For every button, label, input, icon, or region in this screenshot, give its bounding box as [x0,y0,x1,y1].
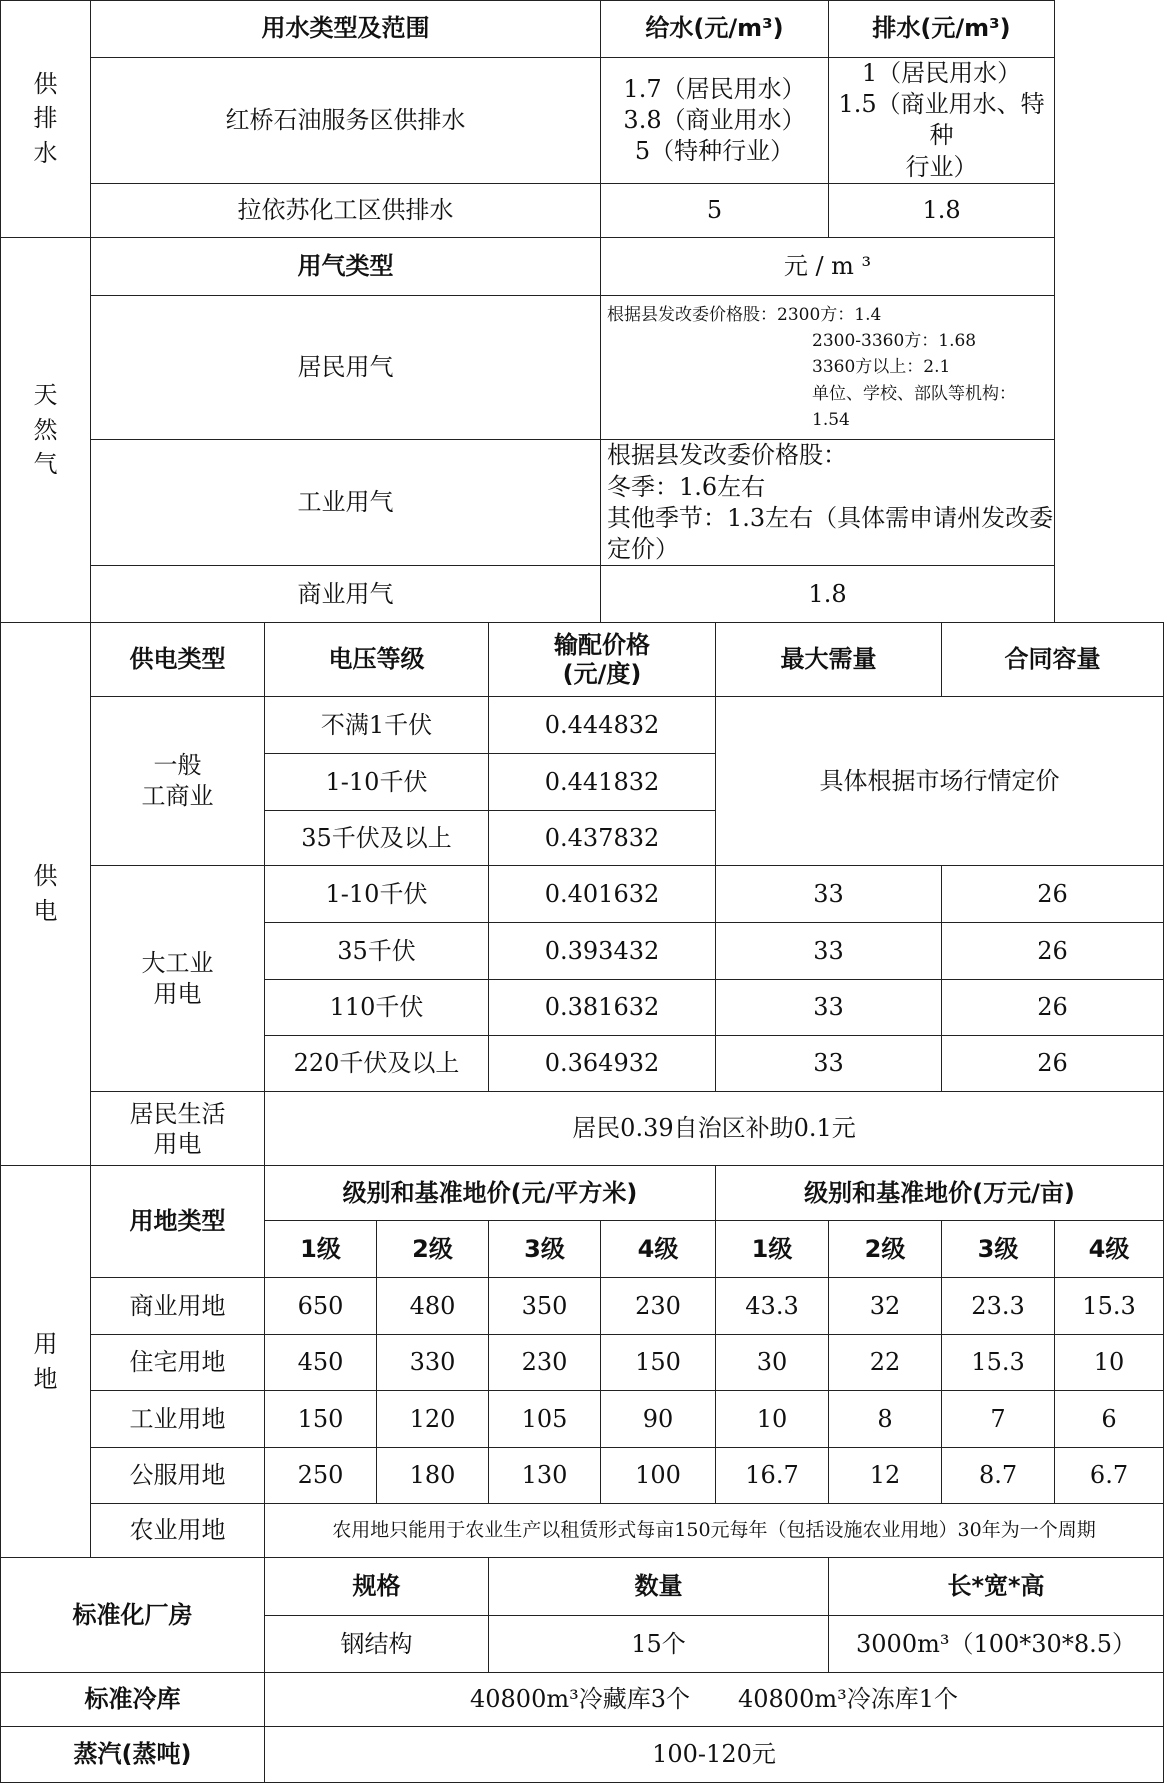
land-cell: 30 [716,1335,829,1391]
land-level: 1级 [265,1221,377,1278]
land-cell: 8.7 [942,1448,1055,1504]
steam-value: 100-120元 [265,1727,1164,1783]
water-type-header: 用水类型及范围 [91,1,601,58]
land-row-name: 工业用地 [91,1391,265,1448]
gas-industrial-line: 根据县发改委价格股： [607,441,847,470]
gas-resident-line: 2300-3360方：1.68 [812,331,977,352]
gas-resident-line: 3360方以上：2.1 [812,357,951,378]
land-cell: 180 [377,1448,489,1504]
water-row-supply: 5 [601,183,829,237]
land-cell: 15.3 [1055,1278,1164,1335]
gas-industrial-name: 工业用气 [91,440,601,566]
power-price: 0.444832 [489,697,716,754]
power-price: 0.437832 [489,811,716,866]
water-section-label: 供 排 水 [1,1,91,238]
land-level: 2级 [829,1221,942,1278]
power-general-merged: 具体根据市场行情定价 [716,697,1164,866]
power-voltage: 110千伏 [265,980,489,1036]
land-cell: 230 [601,1278,716,1335]
land-cell: 6 [1055,1391,1164,1448]
land-row-name: 农业用地 [91,1504,265,1558]
power-price: 0.393432 [489,923,716,980]
gas-industrial-line: 冬季：1.6左右 [607,472,766,501]
land-cell: 650 [265,1278,377,1335]
land-cell: 130 [489,1448,601,1504]
gas-resident-detail [601,295,1055,440]
power-contract: 26 [942,866,1164,923]
gas-commercial-value: 1.8 [601,566,1055,623]
power-resident-value: 居民0.39自治区补助0.1元 [265,1092,1164,1166]
land-cell: 120 [377,1391,489,1448]
land-cell: 10 [1055,1335,1164,1391]
water-drain-header: 排水(元/m³) [829,1,1055,58]
power-voltage: 35千伏 [265,923,489,980]
factory-spec: 钢结构 [265,1616,489,1673]
land-cell: 230 [489,1335,601,1391]
land-cell: 100 [601,1448,716,1504]
power-max-header: 最大需量 [716,623,942,697]
power-voltage: 不满1千伏 [265,697,489,754]
land-cell: 8 [829,1391,942,1448]
factory-qty: 15个 [489,1616,829,1673]
power-price: 0.364932 [489,1036,716,1092]
land-cell: 16.7 [716,1448,829,1504]
gas-resident-line: 单位、学校、部队等机构：1.54 [812,383,1016,431]
land-cell: 90 [601,1391,716,1448]
power-max: 33 [716,923,942,980]
water-row-supply: 1.7（居民用水） 3.8（商业用水） 5（特种行业） [601,58,829,184]
gas-commercial-name: 商业用气 [91,566,601,623]
land-sqm-header: 级别和基准地价(元/平方米) [265,1166,716,1221]
land-level: 4级 [1055,1221,1164,1278]
land-row-name: 住宅用地 [91,1335,265,1391]
factory-spec-header: 规格 [265,1558,489,1616]
power-contract: 26 [942,1036,1164,1092]
land-level: 3级 [489,1221,601,1278]
land-cell: 22 [829,1335,942,1391]
power-contract: 26 [942,980,1164,1036]
land-cell: 480 [377,1278,489,1335]
land-level: 1级 [716,1221,829,1278]
land-mu-header: 级别和基准地价(万元/亩) [716,1166,1164,1221]
land-level: 2级 [377,1221,489,1278]
land-cell: 32 [829,1278,942,1335]
land-cell: 23.3 [942,1278,1055,1335]
power-voltage: 35千伏及以上 [265,811,489,866]
power-resident-name: 居民生活 用电 [91,1092,265,1166]
power-voltage: 1-10千伏 [265,754,489,811]
gas-section-label: 天 然 气 [1,237,91,622]
water-row-name: 红桥石油服务区供排水 [91,58,601,184]
land-level: 3级 [942,1221,1055,1278]
factory-dim: 3000m³（100*30*8.5） [829,1616,1164,1673]
power-max: 33 [716,866,942,923]
power-voltage-header: 电压等级 [265,623,489,697]
land-cell: 6.7 [1055,1448,1164,1504]
gas-industrial-line: 其他季节：1.3左右（具体需申请州发改委定价） [607,503,1054,564]
cold-name: 标准冷库 [1,1673,265,1727]
power-max: 33 [716,980,942,1036]
land-row-name: 商业用地 [91,1278,265,1335]
land-type-header: 用地类型 [91,1166,265,1278]
power-voltage: 220千伏及以上 [265,1036,489,1092]
water-row-name: 拉依苏化工区供排水 [91,183,601,237]
land-cell: 150 [265,1391,377,1448]
power-contract: 26 [942,923,1164,980]
gas-resident-line: 根据县发改委价格股：2300方：1.4 [607,304,882,325]
power-section-label: 供 电 [1,623,91,1166]
land-cell: 450 [265,1335,377,1391]
power-voltage: 1-10千伏 [265,866,489,923]
land-cell: 10 [716,1391,829,1448]
land-cell: 350 [489,1278,601,1335]
water-row-drain: 1（居民用水） 1.5（商业用水、特种 行业） [829,58,1055,184]
power-large-name: 大工业 用电 [91,866,265,1092]
power-max: 33 [716,1036,942,1092]
water-row-drain: 1.8 [829,183,1055,237]
gas-resident-name: 居民用气 [91,295,601,440]
gas-industrial-detail [601,440,1055,566]
land-cell: 105 [489,1391,601,1448]
steam-name: 蒸汽(蒸吨) [1,1727,265,1783]
factory-name: 标准化厂房 [1,1558,265,1673]
water-supply-header: 给水(元/m³) [601,1,829,58]
power-general-name: 一般 工商业 [91,697,265,866]
land-cell: 150 [601,1335,716,1391]
cold-value: 40800m³冷藏库3个 40800m³冷冻库1个 [265,1673,1164,1727]
power-price: 0.441832 [489,754,716,811]
gas-type-header: 用气类型 [91,237,601,295]
gas-unit-header: 元 / m ³ [601,237,1055,295]
power-contract-header: 合同容量 [942,623,1164,697]
factory-dim-header: 长*宽*高 [829,1558,1164,1616]
land-cell: 7 [942,1391,1055,1448]
land-agri-value: 农用地只能用于农业生产以租赁形式每亩150元每年（包括设施农业用地）30年为一个周期 [265,1504,1164,1558]
power-price: 0.401632 [489,866,716,923]
land-cell: 15.3 [942,1335,1055,1391]
power-type-header: 供电类型 [91,623,265,697]
land-cell: 43.3 [716,1278,829,1335]
land-row-name: 公服用地 [91,1448,265,1504]
land-cell: 250 [265,1448,377,1504]
land-cell: 12 [829,1448,942,1504]
factory-qty-header: 数量 [489,1558,829,1616]
land-cell: 330 [377,1335,489,1391]
power-price-header: 输配价格 (元/度) [489,623,716,697]
land-section-label: 用 地 [1,1166,91,1558]
power-price: 0.381632 [489,980,716,1036]
land-level: 4级 [601,1221,716,1278]
